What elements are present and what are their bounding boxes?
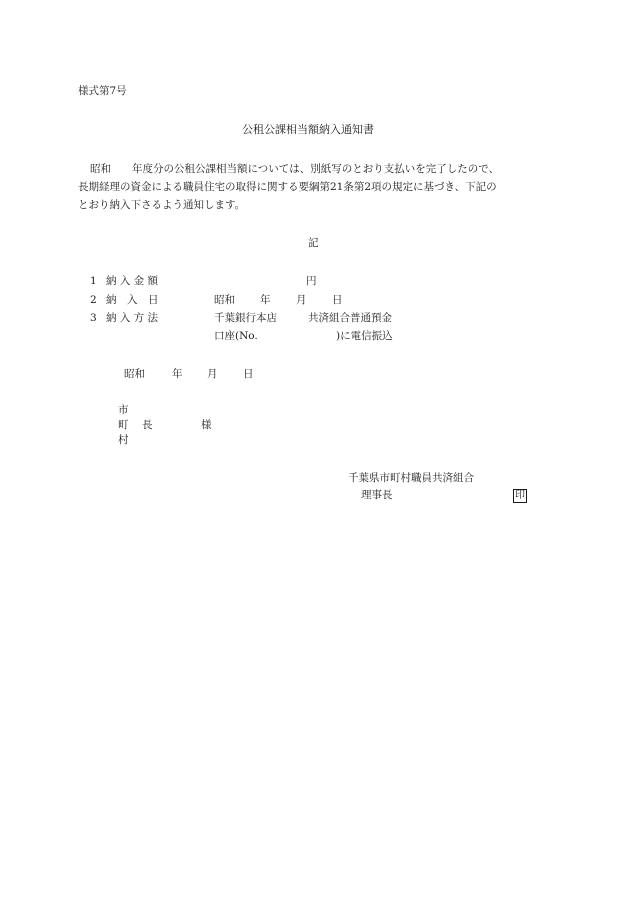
issue-era: 昭和 — [124, 368, 145, 380]
account-number-prefix: 口座(No. — [214, 330, 258, 342]
addressee-city: 市 — [118, 404, 129, 416]
sender-title: 理事長 — [361, 489, 393, 501]
account-type: 共済組合普通預金 — [308, 312, 392, 324]
seal-box: 印 — [515, 490, 525, 501]
item-number: 3 — [90, 312, 97, 324]
date-era: 昭和 — [214, 294, 235, 306]
body-line-3: とおり納入下さるよう通知します。 — [78, 199, 246, 211]
item-number: 2 — [90, 294, 97, 306]
date-month: 月 — [296, 294, 307, 306]
item-label: 納 入 金 額 — [106, 275, 159, 287]
bank-name: 千葉銀行本店 — [214, 312, 277, 324]
ki-heading: 記 — [308, 237, 319, 249]
form-number: 様式第7号 — [78, 85, 127, 97]
item-number: 1 — [90, 275, 97, 287]
addressee-honorific: 様 — [201, 419, 212, 431]
sender-organization: 千葉県市町村職員共済組合 — [348, 472, 474, 484]
amount-unit: 円 — [306, 275, 317, 287]
item-label: 納 入 方 法 — [106, 312, 159, 324]
body-line-2: 長期経理の資金による職員住宅の取得に関する要綱第21条第2項の規定に基づき、下記の — [78, 181, 497, 193]
account-number-suffix: )に電信振込 — [336, 330, 393, 342]
issue-month: 月 — [207, 368, 218, 380]
date-day: 日 — [332, 294, 343, 306]
item-label: 納 入 日 — [106, 294, 159, 306]
document-title: 公租公課相当額納入通知書 — [242, 123, 374, 136]
addressee-town: 町 — [118, 419, 129, 431]
body-line-1: 昭和 年度分の公租公課相当額については、別紙写のとおり支払いを完了したので、 — [90, 163, 500, 175]
date-year: 年 — [260, 294, 271, 306]
addressee-village: 村 — [118, 434, 129, 446]
issue-day: 日 — [243, 368, 254, 380]
issue-year: 年 — [172, 368, 183, 380]
addressee-chief: 長 — [142, 419, 153, 431]
